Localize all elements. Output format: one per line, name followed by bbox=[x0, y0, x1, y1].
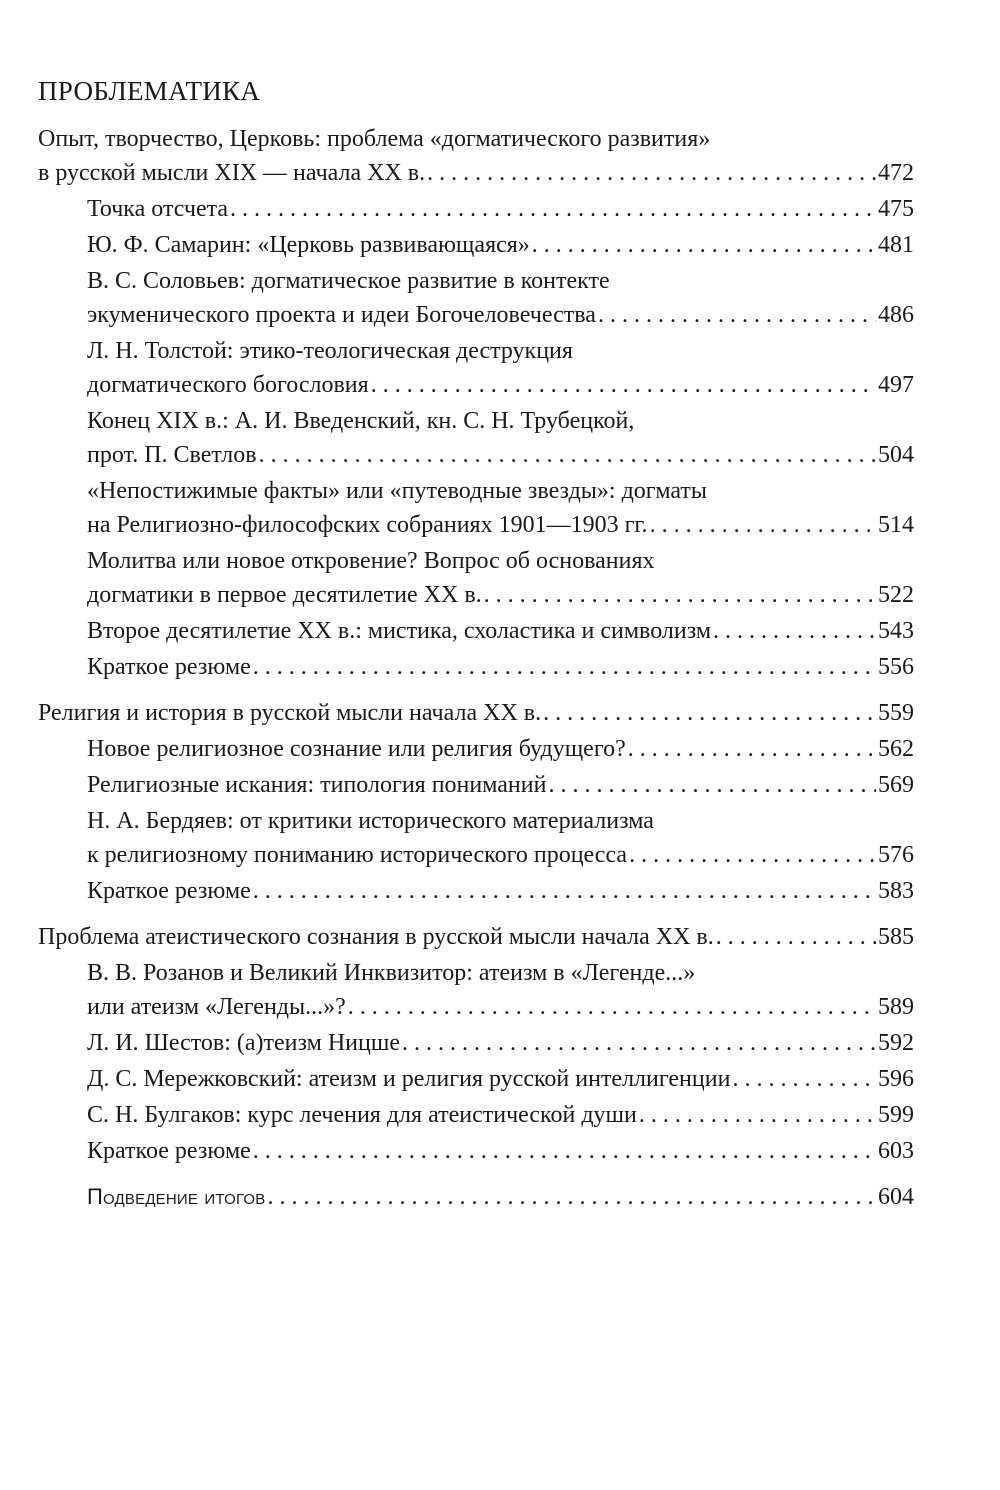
dot-leader bbox=[548, 768, 876, 802]
table-of-contents bbox=[38, 122, 914, 1214]
group-spacer bbox=[38, 684, 914, 696]
entry-last-line bbox=[87, 990, 914, 1024]
entry-title-line: Л. Н. Толстой: этико-теологическая деструкция bbox=[87, 338, 573, 364]
entry-title-line: экуменического проекта и идеи Богочеловечества bbox=[87, 302, 596, 328]
entry-title-line: Точка отсчета bbox=[87, 196, 229, 222]
entry-last-line bbox=[87, 508, 914, 542]
dot-leader bbox=[598, 298, 876, 332]
dot-leader bbox=[402, 1026, 876, 1060]
dot-leader bbox=[268, 1180, 876, 1214]
entry-title-line: Молитва или новое откровение? Вопрос об основаниях bbox=[87, 548, 655, 574]
toc-section-entry[interactable] bbox=[38, 1180, 914, 1214]
toc-section-entry[interactable] bbox=[38, 474, 914, 542]
page-number: 514 bbox=[878, 512, 914, 538]
entry-title-line: Второе десятилетие XX в.: мистика, схоластика и символизм bbox=[87, 618, 712, 644]
entry-title-line: догматики в первое десятилетие XX в. bbox=[87, 582, 482, 608]
entry-last-line bbox=[87, 578, 914, 612]
page-number: 559 bbox=[878, 700, 914, 726]
dot-leader bbox=[532, 228, 876, 262]
page-number: 472 bbox=[878, 160, 914, 186]
dot-leader bbox=[259, 438, 876, 472]
entry-last-line bbox=[87, 192, 914, 226]
toc-section-entry[interactable] bbox=[38, 192, 914, 226]
page-number: 504 bbox=[878, 442, 914, 468]
entry-title-line: Конец XIX в.: А. И. Введенский, кн. С. Н. Трубецкой, bbox=[87, 408, 635, 434]
page-number: 583 bbox=[878, 878, 914, 904]
entry-last-line bbox=[87, 1134, 914, 1168]
toc-section-entry[interactable] bbox=[38, 1062, 914, 1096]
page-number: 604 bbox=[878, 1184, 914, 1210]
dot-leader bbox=[732, 1062, 876, 1096]
entry-title-line: «Непостижимые факты» или «путеводные звезды»: догматы bbox=[87, 478, 707, 504]
dot-leader bbox=[230, 192, 876, 226]
entry-last-line bbox=[87, 1098, 914, 1132]
toc-section-entry[interactable] bbox=[38, 874, 914, 908]
entry-title-line: Д. С. Мережковский: атеизм и религия русской интеллигенции bbox=[87, 1066, 731, 1092]
page-number: 522 bbox=[878, 582, 914, 608]
toc-section-entry[interactable] bbox=[38, 804, 914, 872]
entry-title-line: на Религиозно-философских собраниях 1901—1903 гг. bbox=[87, 512, 648, 538]
toc-section-entry[interactable] bbox=[38, 650, 914, 684]
page-number: 475 bbox=[878, 196, 914, 222]
dot-leader bbox=[629, 838, 876, 872]
group-spacer bbox=[38, 1168, 914, 1180]
toc-section-entry[interactable] bbox=[38, 264, 914, 332]
entry-title-line: В. С. Соловьев: догматическое развитие в контекте bbox=[87, 268, 610, 294]
page-number: 576 bbox=[878, 842, 914, 868]
dot-leader bbox=[253, 1134, 876, 1168]
entry-title-line: или атеизм «Легенды...»? bbox=[87, 994, 346, 1020]
page-number: 543 bbox=[878, 618, 914, 644]
toc-section-entry[interactable] bbox=[38, 334, 914, 402]
entry-title-line: Проблема атеистического сознания в русской мысли начала XX в. bbox=[38, 924, 714, 950]
entry-title-line: Краткое резюме bbox=[87, 654, 251, 680]
dot-leader bbox=[650, 508, 876, 542]
dot-leader bbox=[253, 650, 876, 684]
page-number: 592 bbox=[878, 1030, 914, 1056]
toc-section-entry[interactable] bbox=[38, 1026, 914, 1060]
entry-last-line bbox=[87, 768, 914, 802]
toc-section-entry[interactable] bbox=[38, 732, 914, 766]
entry-last-line bbox=[87, 874, 914, 908]
dot-leader bbox=[253, 874, 876, 908]
page-number: 556 bbox=[878, 654, 914, 680]
toc-section-entry[interactable] bbox=[38, 228, 914, 262]
dot-leader bbox=[716, 920, 876, 954]
entry-last-line bbox=[87, 1180, 914, 1214]
entry-title-line: Религиозные искания: типология пониманий bbox=[87, 772, 547, 798]
dot-leader bbox=[371, 368, 876, 402]
entry-last-line bbox=[87, 838, 914, 872]
dot-leader bbox=[639, 1098, 876, 1132]
page-number: 486 bbox=[878, 302, 914, 328]
toc-section-entry[interactable] bbox=[38, 544, 914, 612]
entry-title-line: догматического богословия bbox=[87, 372, 369, 398]
entry-last-line bbox=[38, 920, 914, 954]
dot-leader bbox=[628, 732, 876, 766]
entry-title-line: к религиозному пониманию исторического процесса bbox=[87, 842, 628, 868]
dot-leader bbox=[427, 156, 876, 190]
entry-title-line: С. Н. Булгаков: курс лечения для атеистической души bbox=[87, 1102, 637, 1128]
toc-section-entry[interactable] bbox=[38, 956, 914, 1024]
entry-title-line: В. В. Розанов и Великий Инквизитор: атеизм в «Легенде...» bbox=[87, 960, 696, 986]
group-spacer bbox=[38, 908, 914, 920]
dot-leader bbox=[348, 990, 876, 1024]
entry-title-line: Опыт, творчество, Церковь: проблема «догматического развития» bbox=[38, 126, 711, 152]
entry-title-line: Краткое резюме bbox=[87, 878, 251, 904]
dot-leader bbox=[713, 614, 876, 648]
entry-last-line bbox=[38, 156, 914, 190]
entry-last-line bbox=[87, 298, 914, 332]
dot-leader bbox=[543, 696, 876, 730]
entry-last-line bbox=[87, 614, 914, 648]
entry-title-line: Ю. Ф. Самарин: «Церковь развивающаяся» bbox=[87, 232, 530, 258]
toc-section-entry[interactable] bbox=[38, 614, 914, 648]
entry-title-line: Новое религиозное сознание или религия будущего? bbox=[87, 736, 626, 762]
entry-title-line: Н. А. Бердяев: от критики исторического материализма bbox=[87, 808, 654, 834]
entry-last-line bbox=[87, 732, 914, 766]
entry-last-line bbox=[87, 650, 914, 684]
toc-section-entry[interactable] bbox=[38, 768, 914, 802]
entry-title-line: в русской мысли XIX — начала XX в. bbox=[38, 160, 426, 186]
toc-chapter-entry[interactable] bbox=[38, 696, 914, 730]
entry-title-line: Религия и история в русской мысли начала XX в. bbox=[38, 700, 542, 726]
toc-chapter-entry[interactable] bbox=[38, 920, 914, 954]
page-number: 603 bbox=[878, 1138, 914, 1164]
entry-last-line bbox=[38, 696, 914, 730]
page-number: 599 bbox=[878, 1102, 914, 1128]
entry-title-line: Л. И. Шестов: (а)теизм Ницше bbox=[87, 1030, 400, 1056]
entry-last-line bbox=[87, 438, 914, 472]
entry-last-line bbox=[87, 368, 914, 402]
page-number: 569 bbox=[878, 772, 914, 798]
entry-last-line bbox=[87, 1062, 914, 1096]
entry-title-line: Краткое резюме bbox=[87, 1138, 251, 1164]
page-number: 481 bbox=[878, 232, 914, 258]
section-heading: ПРОБЛЕМАТИКА bbox=[38, 76, 261, 106]
toc-section-entry[interactable] bbox=[38, 1098, 914, 1132]
entry-title-line: прот. П. Светлов bbox=[87, 442, 257, 468]
dot-leader bbox=[484, 578, 876, 612]
toc-chapter-entry[interactable] bbox=[38, 122, 914, 190]
entry-last-line bbox=[87, 228, 914, 262]
page-number: 585 bbox=[878, 924, 914, 950]
page-number: 562 bbox=[878, 736, 914, 762]
page-number: 596 bbox=[878, 1066, 914, 1092]
entry-title-line: Подведение итогов bbox=[87, 1184, 266, 1209]
page-number: 589 bbox=[878, 994, 914, 1020]
toc-section-entry[interactable] bbox=[38, 404, 914, 472]
entry-last-line bbox=[87, 1026, 914, 1060]
page-number: 497 bbox=[878, 372, 914, 398]
toc-section-entry[interactable] bbox=[38, 1134, 914, 1168]
